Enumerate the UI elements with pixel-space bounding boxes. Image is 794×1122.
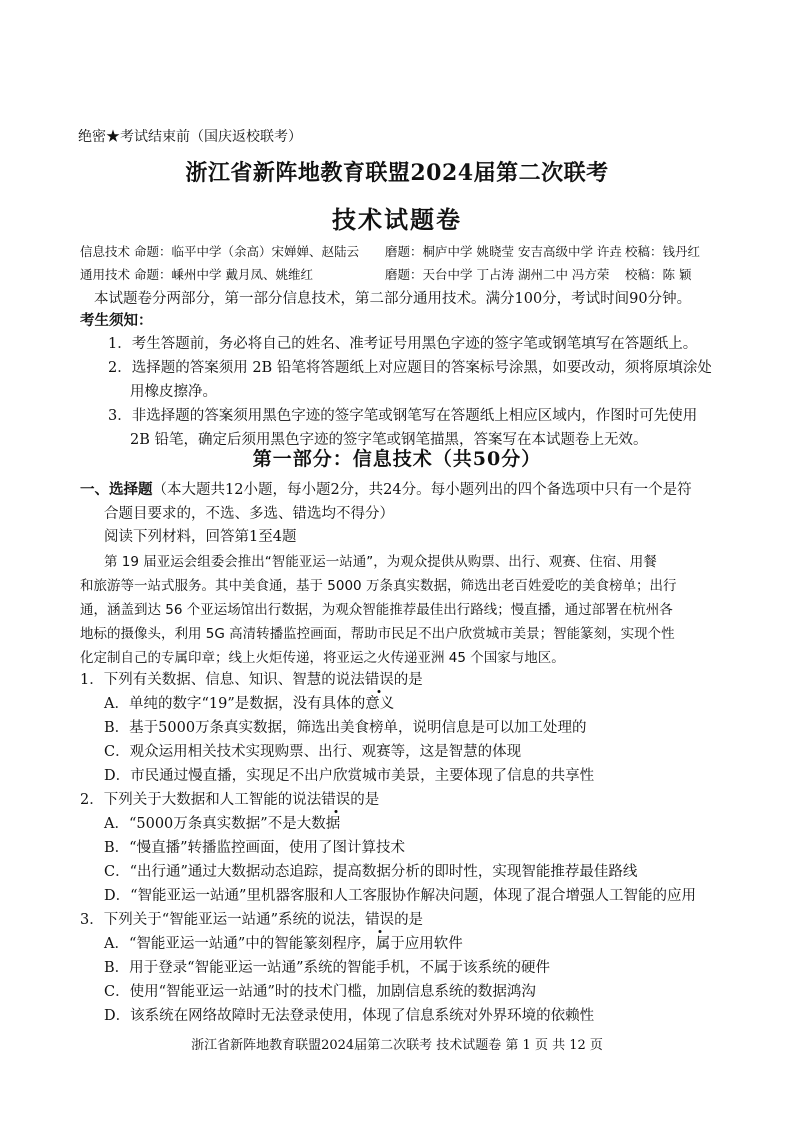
exam-intro: 本试题卷分两部分，第一部分信息技术，第二部分通用技术。满分100分，考试时间90分钟。 [94,291,692,307]
emphasis-mark: 错误 [321,792,351,808]
section1-intro [80,478,692,499]
question-3-option-a: A．“智能亚运一站通”中的智能篆刻程序，属于应用软件 [104,936,463,952]
question-1-stem: 1．下列有关数据、信息、知识、智慧的说法错误的是 [80,672,423,688]
question-2-option-c: C．“出行通”通过大数据动态追踪，提高数据分析的即时性，实现智能推荐最佳路线 [104,864,638,880]
credit-info-tech-proofreader: 校稿：钱丹红 [625,244,701,259]
material-line-2: 和旅游等一站式服务。其中美食通，基于 5000 万条真实数据，筛选出老百姓爱吃的美食榜单；出行 [80,578,677,594]
emphasis-mark: 错误 [364,672,394,688]
section1-label: 一、选择题 [80,481,153,498]
question-1-option-b: B．基于5000万条真实数据，筛选出美食榜单，说明信息是可以加工处理的 [104,720,587,736]
notice-item-3-cont: 2B 铅笔，确定后须用黑色字迹的签字笔或钢笔描黑，答案写在本试题卷上无效。 [130,432,648,448]
notice-item-2: 2．选择题的答案须用 2B 铅笔将答题纸上对应题目的答案标号涂黑，如要改动，须将原填涂处 [108,360,712,376]
emphasis-mark: 错误 [365,912,395,928]
question-3-option-b: B．用于登录“智能亚运一站通”系统的智能手机，不属于该系统的硬件 [104,960,550,976]
exam-title: 浙江省新阵地教育联盟2024届第二次联考 [185,160,609,186]
question-1-option-d: D．市民通过慢直播，实现足不出户欣赏城市美景，主要体现了信息的共享性 [104,768,595,784]
exam-subtitle: 技术试题卷 [332,205,462,234]
material-line-4: 地标的摄像头，利用 5G 高清转播监控画面，帮助市民足不出户欣赏城市美景；智能篆刻，实现个性 [80,626,675,642]
credit-general-tech-reviewers: 磨题：天台中学 丁占涛 湖州二中 冯方荣 [385,267,610,282]
question-1-option-a: A．单纯的数字“19”是数据，没有具体的意义 [104,696,395,712]
notice-item-1: 1．考生答题前，务必将自己的姓名、准考证号用黑色字迹的签字笔或钢笔填写在答题纸上。 [108,336,698,352]
question-2-stem: 2．下列关于大数据和人工智能的说法错误的是 [80,792,380,808]
question-1-option-c: C．观众运用相关技术实现购票、出行、观赛等，这是智慧的体现 [104,744,522,760]
credit-general-tech-authors: 通用技术 命题：嵊州中学 戴月凤、姚维红 [80,267,313,282]
credit-info-tech-authors: 信息技术 命题：临平中学（余高）宋婵婵、赵陆云 [80,244,359,259]
question-2-option-a: A．“5000万条真实数据”不是大数据 [104,816,341,832]
question-3-option-d: D．该系统在网络故障时无法登录使用，体现了信息系统对外界环境的依赖性 [104,1008,595,1024]
notice-item-3: 3．非选择题的答案须用黑色字迹的签字笔或钢笔写在答题纸上相应区域内，作图时可先使用 [108,408,698,424]
material-line-3: 通，涵盖到达 56 个亚运场馆出行数据，为观众智能推荐最佳出行路线；慢直播，通过部署在杭州各 [80,602,673,618]
section1-desc: （本大题共12小题，每小题2分，共24分。每小题列出的四个备选项中只有一个是符 [152,482,692,498]
notice-item-2-cont: 用橡皮擦净。 [130,384,217,400]
question-3-option-c: C．使用“智能亚运一站通”时的技术门槛，加剧信息系统的数据鸿沟 [104,984,536,1000]
secret-line: 绝密★考试结束前（国庆返校联考） [78,129,302,145]
section1-reading-instruction: 阅读下列材料，回答第1至4题 [104,529,297,545]
question-3-stem: 3．下列关于“智能亚运一站通”系统的说法，错误的是 [80,912,424,928]
question-2-option-b: B．“慢直播”转播监控画面，使用了图计算技术 [104,840,405,856]
material-line-1: 第 19 届亚运会组委会推出“智能亚运一站通”，为观众提供从购票、出行、观赛、住宿、用餐 [104,554,657,570]
notice-heading: 考生须知： [80,312,153,329]
page-footer: 浙江省新阵地教育联盟2024届第二次联考 技术试题卷 第 1 页 共 12 页 [191,1038,603,1053]
section1-desc-cont: 合题目要求的，不选、多选、错选均不得分） [104,506,394,522]
credit-general-tech-proofreader: 校稿：陈 颖 [625,267,692,282]
material-line-5: 化定制自己的专属印章；线上火炬传递，将亚运之火传递亚洲 45 个国家与地区。 [80,650,565,666]
question-2-option-d: D．“智能亚运一站通”里机器客服和人工客服协作解决问题，体现了混合增强人工智能的应用 [104,888,696,904]
part1-title: 第一部分：信息技术（共50分） [252,448,542,470]
credit-info-tech-reviewers: 磨题：桐庐中学 姚晓莹 安吉高级中学 许垚 [385,244,622,259]
